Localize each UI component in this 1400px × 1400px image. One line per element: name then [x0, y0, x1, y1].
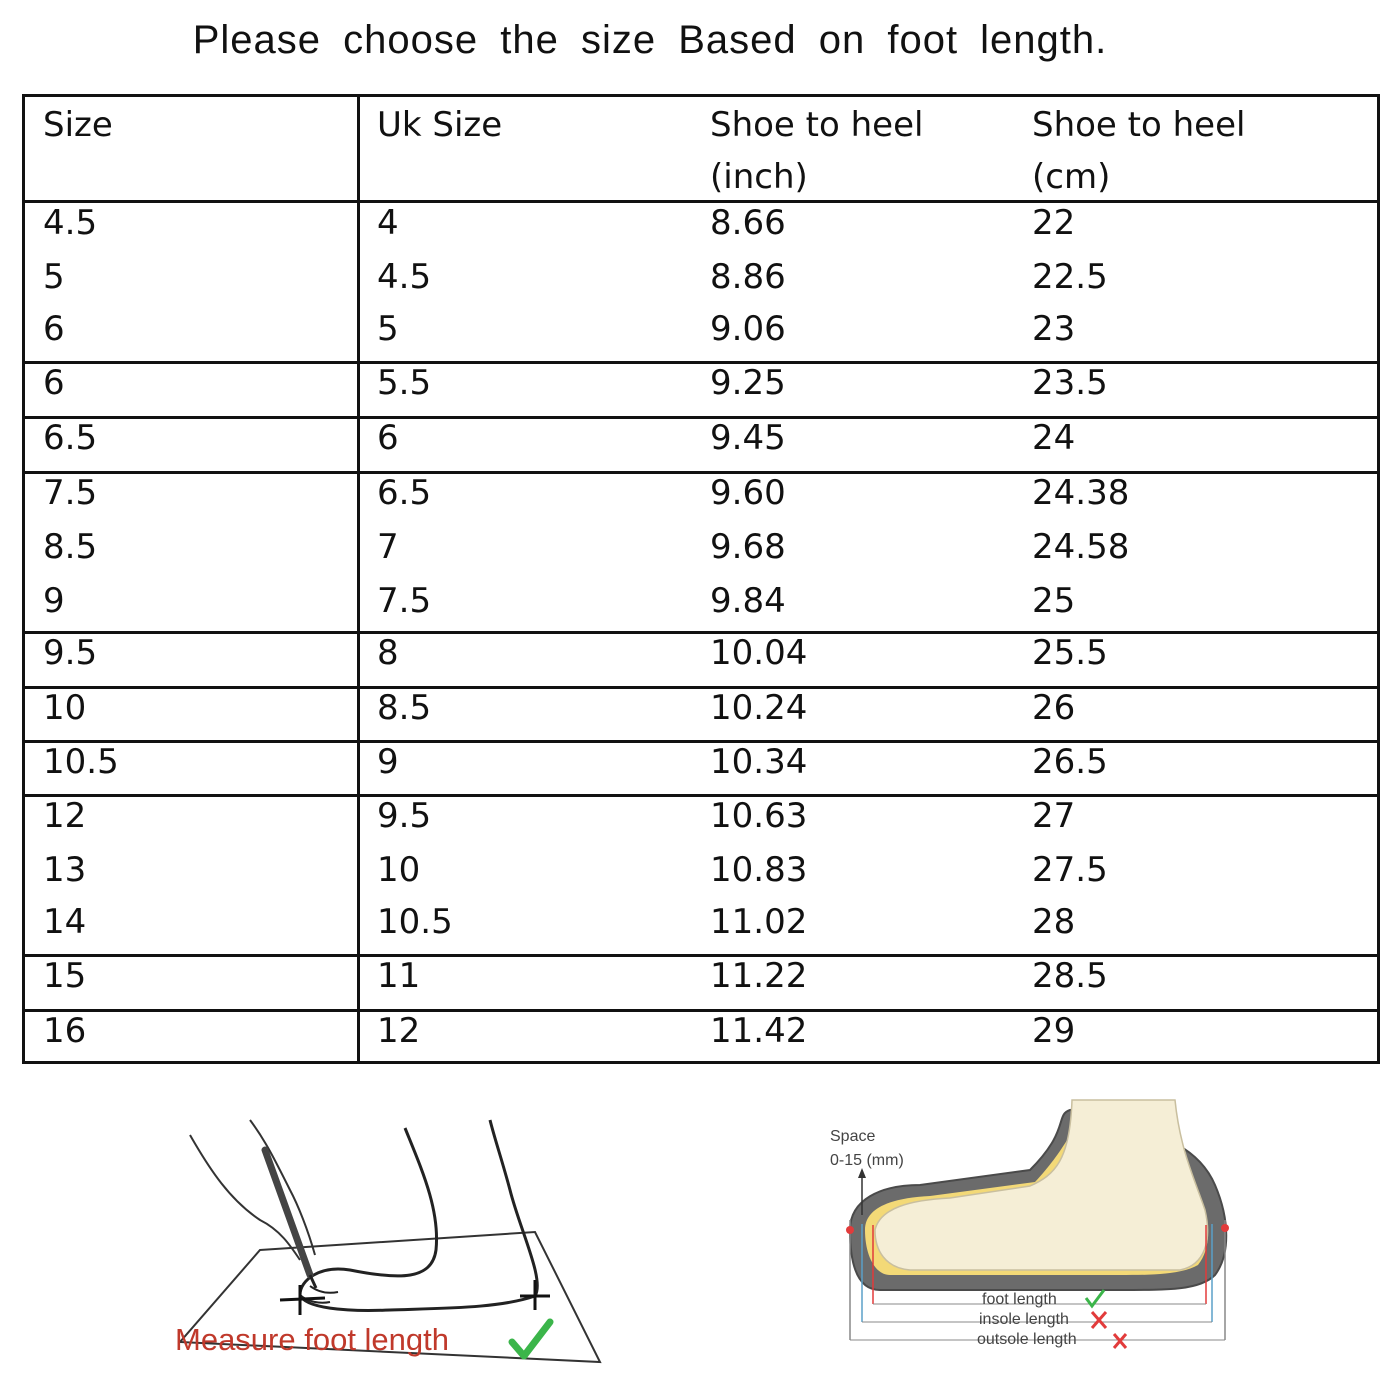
row-divider: [25, 471, 1377, 474]
space-range-label: 0-15 (mm): [830, 1152, 904, 1169]
cell-size: 6: [43, 309, 65, 349]
row-divider: [25, 631, 1377, 634]
cross-icon: [1114, 1334, 1126, 1348]
cell-size: 5: [43, 257, 65, 297]
cell-uk-size: 8.5: [377, 688, 432, 728]
measure-foot-label: Measure foot length: [175, 1322, 450, 1357]
size-chart-table: [22, 94, 1380, 1064]
cell-size: 15: [43, 956, 87, 996]
row-divider: [25, 361, 1377, 364]
cell-size: 13: [43, 850, 87, 890]
cell-size: 7.5: [43, 473, 98, 513]
cell-inch: 9.06: [710, 309, 786, 349]
cell-cm: 27.5: [1032, 850, 1108, 890]
cell-cm: 27: [1032, 796, 1076, 836]
cell-cm: 24.38: [1032, 473, 1130, 513]
cell-inch: 10.83: [710, 850, 808, 890]
check-icon: [512, 1322, 550, 1356]
header-size: Size: [43, 105, 113, 145]
cell-uk-size: 4.5: [377, 257, 432, 297]
cell-uk-size: 7: [377, 527, 399, 567]
cell-size: 10.5: [43, 742, 119, 782]
cell-cm: 23.5: [1032, 363, 1108, 403]
cell-cm: 26: [1032, 688, 1076, 728]
cell-uk-size: 12: [377, 1011, 421, 1051]
cell-inch: 9.25: [710, 363, 786, 403]
cell-cm: 22.5: [1032, 257, 1108, 297]
cell-uk-size: 9.5: [377, 796, 432, 836]
cell-inch: 8.66: [710, 203, 786, 243]
cell-uk-size: 11: [377, 956, 421, 996]
cell-inch: 8.86: [710, 257, 786, 297]
row-divider: [25, 794, 1377, 797]
page-title: Please choose the size Based on foot length.: [192, 18, 1108, 62]
cell-size: 14: [43, 902, 87, 942]
cell-size: 10: [43, 688, 87, 728]
cell-size: 16: [43, 1011, 87, 1051]
cell-uk-size: 10.5: [377, 902, 453, 942]
header-shoe-to-heel-cm: Shoe to heel (cm): [1032, 105, 1246, 197]
cell-cm: 28.5: [1032, 956, 1108, 996]
cell-inch: 11.22: [710, 956, 808, 996]
cross-icon: [1092, 1312, 1106, 1328]
space-label: Space: [830, 1128, 876, 1145]
row-divider: [25, 1009, 1377, 1012]
row-divider: [25, 954, 1377, 957]
cell-uk-size: 6.5: [377, 473, 432, 513]
insole-length-label: insole length: [979, 1311, 1069, 1328]
cell-cm: 28: [1032, 902, 1076, 942]
header-uk-size: Uk Size: [377, 105, 503, 145]
cell-inch: 10.24: [710, 688, 808, 728]
cell-size: 9: [43, 581, 65, 621]
cell-size: 8.5: [43, 527, 98, 567]
cell-cm: 22: [1032, 203, 1076, 243]
cell-inch: 11.02: [710, 902, 808, 942]
cell-inch: 10.04: [710, 633, 808, 673]
cell-cm: 24.58: [1032, 527, 1130, 567]
cell-uk-size: 8: [377, 633, 399, 673]
cell-size: 12: [43, 796, 87, 836]
cell-inch: 9.84: [710, 581, 786, 621]
cell-cm: 23: [1032, 309, 1076, 349]
cell-inch: 9.60: [710, 473, 786, 513]
cell-size: 4.5: [43, 203, 98, 243]
cell-inch: 11.42: [710, 1011, 808, 1051]
cell-size: 6.5: [43, 418, 98, 458]
outsole-length-label: outsole length: [977, 1331, 1077, 1348]
cell-cm: 24: [1032, 418, 1076, 458]
foot-length-label: foot length: [982, 1291, 1057, 1308]
cell-uk-size: 6: [377, 418, 399, 458]
cell-size: 6: [43, 363, 65, 403]
header-divider: [25, 200, 1377, 203]
row-divider: [25, 416, 1377, 419]
cell-cm: 29: [1032, 1011, 1076, 1051]
row-divider: [25, 740, 1377, 743]
cell-uk-size: 10: [377, 850, 421, 890]
cell-uk-size: 5: [377, 309, 399, 349]
cell-inch: 10.34: [710, 742, 808, 782]
cell-inch: 10.63: [710, 796, 808, 836]
header-shoe-to-heel-inch: Shoe to heel (inch): [710, 105, 924, 197]
cell-uk-size: 5.5: [377, 363, 432, 403]
cell-size: 9.5: [43, 633, 98, 673]
cell-inch: 9.68: [710, 527, 786, 567]
cell-uk-size: 9: [377, 742, 399, 782]
column-divider: [357, 97, 360, 1061]
cell-uk-size: 7.5: [377, 581, 432, 621]
cell-uk-size: 4: [377, 203, 399, 243]
cell-cm: 26.5: [1032, 742, 1108, 782]
row-divider: [25, 686, 1377, 689]
cell-cm: 25: [1032, 581, 1076, 621]
cell-cm: 25.5: [1032, 633, 1108, 673]
cell-inch: 9.45: [710, 418, 786, 458]
